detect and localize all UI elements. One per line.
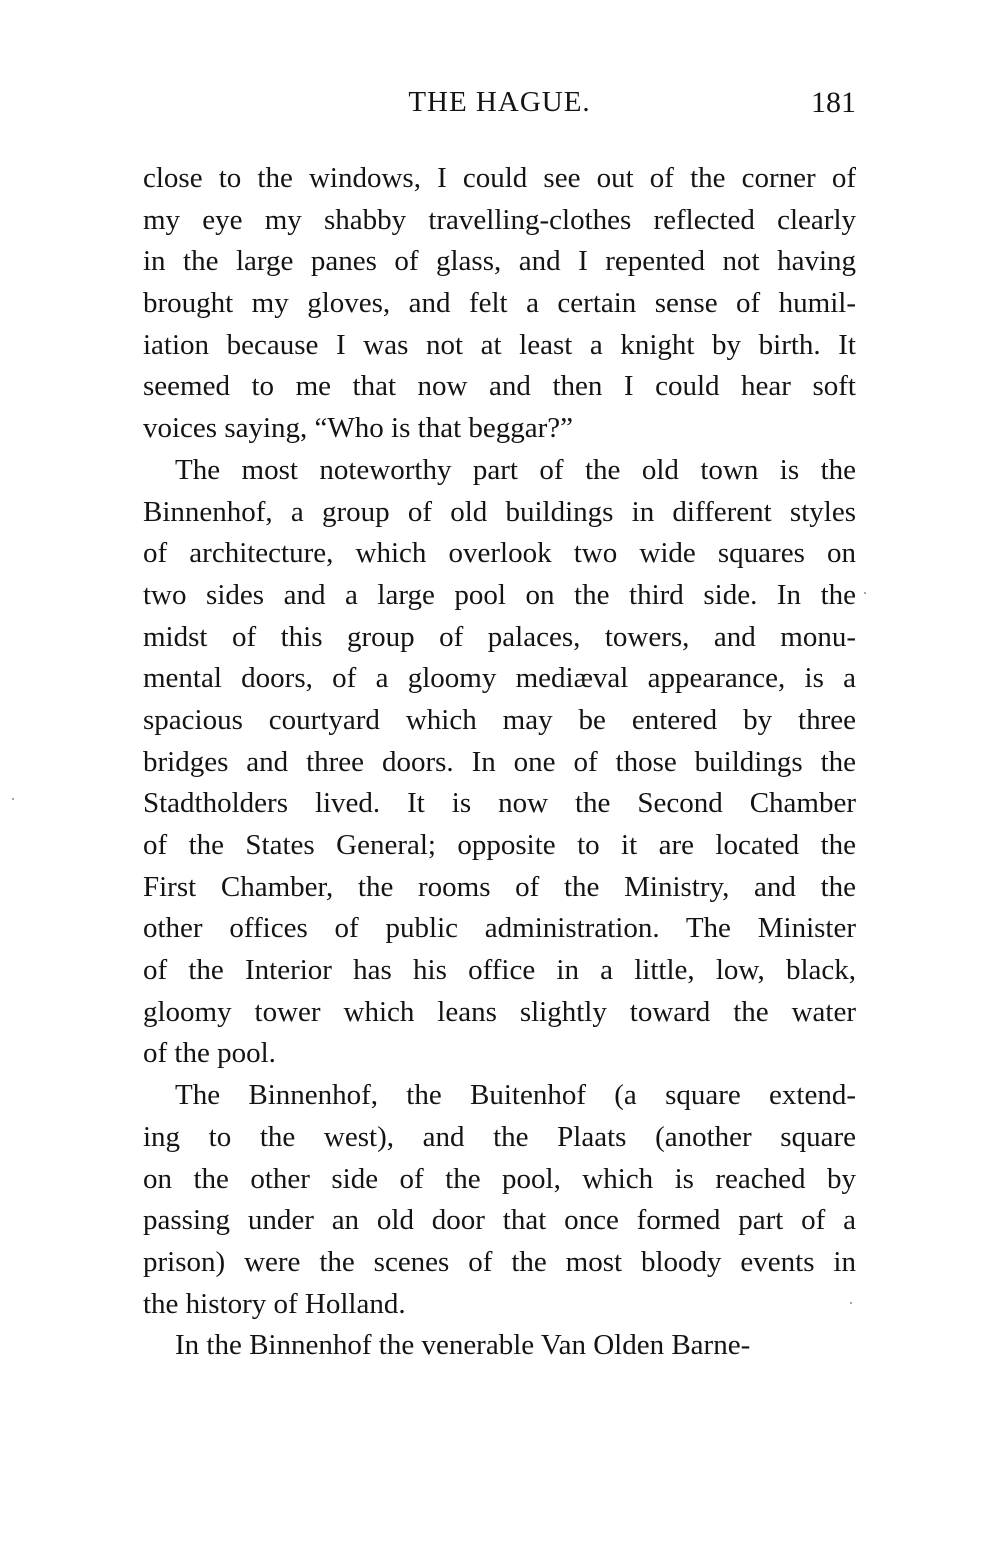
page-number: 181 xyxy=(811,86,856,119)
text-line: In the Binnenhof the venerable Van Olden Barne- xyxy=(175,1329,751,1362)
paper-speck xyxy=(12,798,14,800)
text-line: in the large panes of glass, and I repented not having xyxy=(143,245,856,278)
text-line: midst of this group of palaces, towers, and monu- xyxy=(143,620,856,653)
text-line: gloomy tower which leans slightly toward the water xyxy=(143,995,856,1028)
text-line: seemed to me that now and then I could hear soft xyxy=(143,370,856,403)
text-line: Binnenhof, a group of old buildings in different styles xyxy=(143,495,856,528)
text-line: prison) were the scenes of the most bloody events in xyxy=(143,1245,856,1278)
text-line: spacious courtyard which may be entered by three xyxy=(143,703,856,736)
text-line: the history of Holland. xyxy=(143,1287,406,1320)
paper-speck xyxy=(864,592,866,594)
text-line: of architecture, which overlook two wide squares on xyxy=(143,537,856,570)
body-text xyxy=(143,158,856,1367)
running-title: THE HAGUE. xyxy=(408,86,591,118)
text-line: passing under an old door that once formed part of a xyxy=(143,1204,856,1237)
text-line: my eye my shabby travelling-clothes reflected clearly xyxy=(143,203,856,236)
text-line: iation because I was not at least a knight by birth. It xyxy=(143,328,856,361)
text-line: of the Interior has his office in a little, low, black, xyxy=(143,954,856,987)
text-line: bridges and three doors. In one of those buildings the xyxy=(143,745,856,778)
text-line: The Binnenhof, the Buitenhof (a square extend- xyxy=(175,1079,856,1112)
text-line: The most noteworthy part of the old town is the xyxy=(175,453,856,486)
running-head xyxy=(143,86,856,126)
text-line: Stadtholders lived. It is now the Second Chamber xyxy=(143,787,856,820)
text-line: brought my gloves, and felt a certain sense of humil- xyxy=(143,287,856,320)
text-line: voices saying, “Who is that beggar?” xyxy=(143,412,574,445)
text-line: of the States General; opposite to it are located the xyxy=(143,829,856,861)
text-line: First Chamber, the rooms of the Ministry, and the xyxy=(143,870,856,903)
text-line: ing to the west), and the Plaats (another square xyxy=(143,1120,856,1153)
text-line: two sides and a large pool on the third side. In the xyxy=(143,578,856,611)
text-line: close to the windows, I could see out of the corner of xyxy=(143,162,856,194)
text-line: on the other side of the pool, which is reached by xyxy=(143,1162,856,1195)
paper-speck xyxy=(850,1302,852,1304)
text-line: other offices of public administration. The Minister xyxy=(143,912,856,945)
text-line: of the pool. xyxy=(143,1037,276,1070)
text-line: mental doors, of a gloomy mediæval appearance, is a xyxy=(143,662,856,695)
